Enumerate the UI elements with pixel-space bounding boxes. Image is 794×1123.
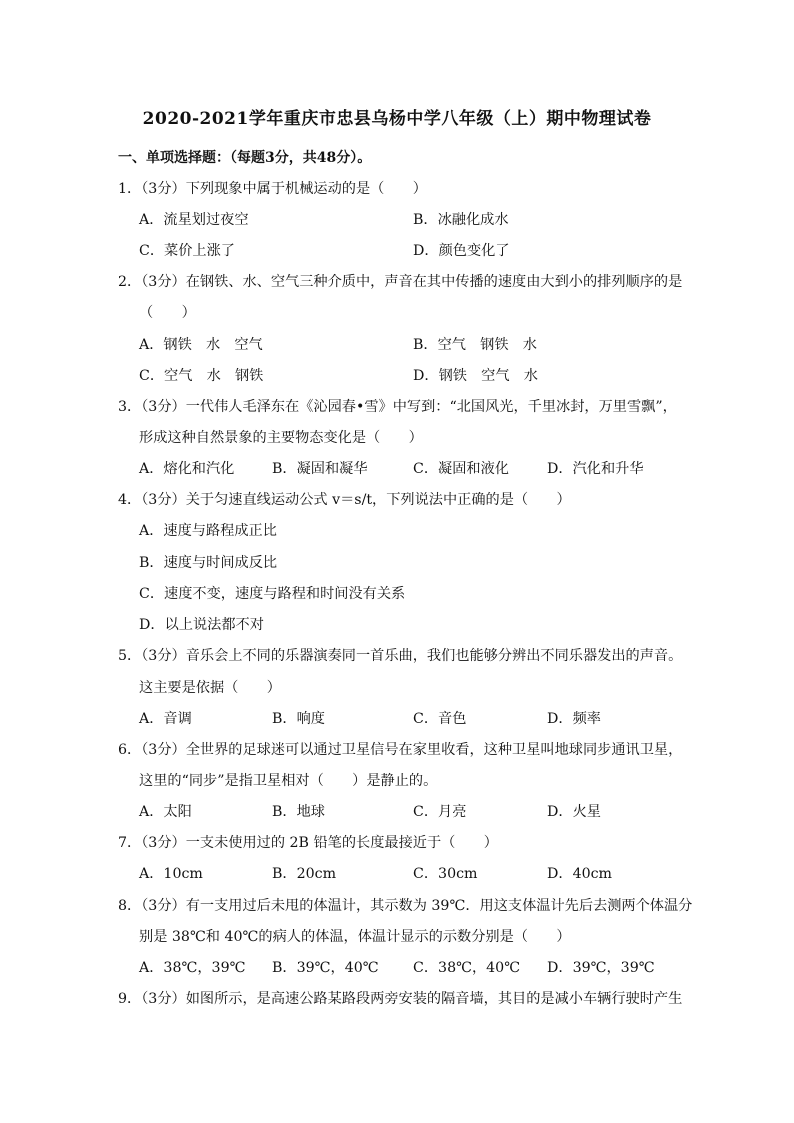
question-8-option-d[interactable]: D．39℃，39℃ [547, 960, 655, 976]
question-7-stem: 7．（3分）一支未使用过的 2B 铅笔的长度最接近于（ ） [118, 835, 498, 851]
question-2-option-d[interactable]: D．钢铁 空气 水 [413, 368, 538, 384]
question-4-option-d[interactable]: D．以上说法都不对 [139, 617, 264, 633]
question-3-stem: 3．（3分）一代伟人毛泽东在《沁园春•雪》中写到：“北国风光，千里冰封，万里雪飘”， [118, 399, 677, 415]
question-7-option-a[interactable]: A．10cm [139, 866, 203, 882]
question-5-option-b[interactable]: B．响度 [272, 711, 325, 727]
question-5-stem: 5．（3分）音乐会上不同的乐器演奏同一首乐曲，我们也能够分辨出不同乐器发出的声音。 [118, 648, 683, 664]
question-3-option-d[interactable]: D．汽化和升华 [547, 461, 644, 477]
exam-title: 2020-2021学年重庆市忠县乌杨中学八年级（上）期中物理试卷 [142, 109, 652, 129]
question-4-stem: 4．（3分）关于匀速直线运动公式 v＝s/t，下列说法中正确的是（ ） [118, 492, 571, 508]
question-5-option-d[interactable]: D．频率 [547, 711, 601, 727]
question-8-option-b[interactable]: B．39℃，40℃ [272, 960, 379, 976]
question-2-stem-cont: （ ） [139, 305, 196, 321]
question-6-option-b[interactable]: B．地球 [272, 804, 325, 820]
question-1-option-d[interactable]: D．颜色变化了 [413, 243, 510, 259]
question-9-stem: 9．（3分）如图所示，是高速公路某路段两旁安装的隔音墙，其目的是减小车辆行驶时产生 [118, 991, 683, 1007]
question-2-stem: 2．（3分）在钢铁、水、空气三种介质中，声音在其中传播的速度由大到小的排列顺序的是 [118, 274, 683, 290]
question-3-stem-cont: 形成这种自然景象的主要物态变化是（ ） [139, 430, 423, 446]
question-4-option-a[interactable]: A．速度与路程成正比 [139, 523, 277, 539]
section-heading: 一、单项选择题：（每题3分，共48分）。 [118, 150, 372, 166]
question-1-option-b[interactable]: B．冰融化成水 [413, 212, 509, 228]
question-7-option-b[interactable]: B．20cm [272, 866, 337, 882]
question-3-option-a[interactable]: A．熔化和汽化 [139, 461, 235, 477]
question-3-option-c[interactable]: C．凝固和液化 [413, 461, 509, 477]
question-5-option-c[interactable]: C．音色 [413, 711, 467, 727]
question-2-option-b[interactable]: B．空气 钢铁 水 [413, 337, 537, 353]
question-1-stem: 1．（3分）下列现象中属于机械运动的是（ ） [118, 181, 427, 197]
question-8-stem: 8．（3分）有一支用过后未甩的体温计，其示数为 39℃．用这支体温计先后去测两个体温分 [118, 898, 693, 914]
question-6-stem-cont: 这里的“同步”是指卫星相对（ ）是静止的。 [139, 773, 438, 789]
question-4-option-c[interactable]: C．速度不变，速度与路程和时间没有关系 [139, 586, 406, 602]
question-1-option-c[interactable]: C．菜价上涨了 [139, 243, 235, 259]
question-7-option-d[interactable]: D．40cm [547, 866, 613, 882]
question-6-option-a[interactable]: A．太阳 [139, 804, 192, 820]
question-8-option-c[interactable]: C．38℃，40℃ [413, 960, 521, 976]
question-5-stem-cont: 这主要是依据（ ） [139, 680, 281, 696]
question-6-option-c[interactable]: C．月亮 [413, 804, 467, 820]
question-1-option-a[interactable]: A．流星划过夜空 [139, 212, 249, 228]
question-7-option-c[interactable]: C．30cm [413, 866, 478, 882]
question-3-option-b[interactable]: B．凝固和凝华 [272, 461, 368, 477]
question-8-stem-cont: 别是 38℃和 40℃的病人的体温，体温计显示的示数分别是（ ） [139, 929, 571, 945]
question-6-option-d[interactable]: D．火星 [547, 804, 601, 820]
question-4-option-b[interactable]: B．速度与时间成反比 [139, 555, 278, 571]
question-8-option-a[interactable]: A．38℃，39℃ [139, 960, 246, 976]
question-5-option-a[interactable]: A．音调 [139, 711, 192, 727]
question-2-option-c[interactable]: C．空气 水 钢铁 [139, 368, 264, 384]
question-2-option-a[interactable]: A．钢铁 水 空气 [139, 337, 263, 353]
question-6-stem: 6．（3分）全世界的足球迷可以通过卫星信号在家里收看，这种卫星叫地球同步通讯卫星， [118, 742, 683, 758]
